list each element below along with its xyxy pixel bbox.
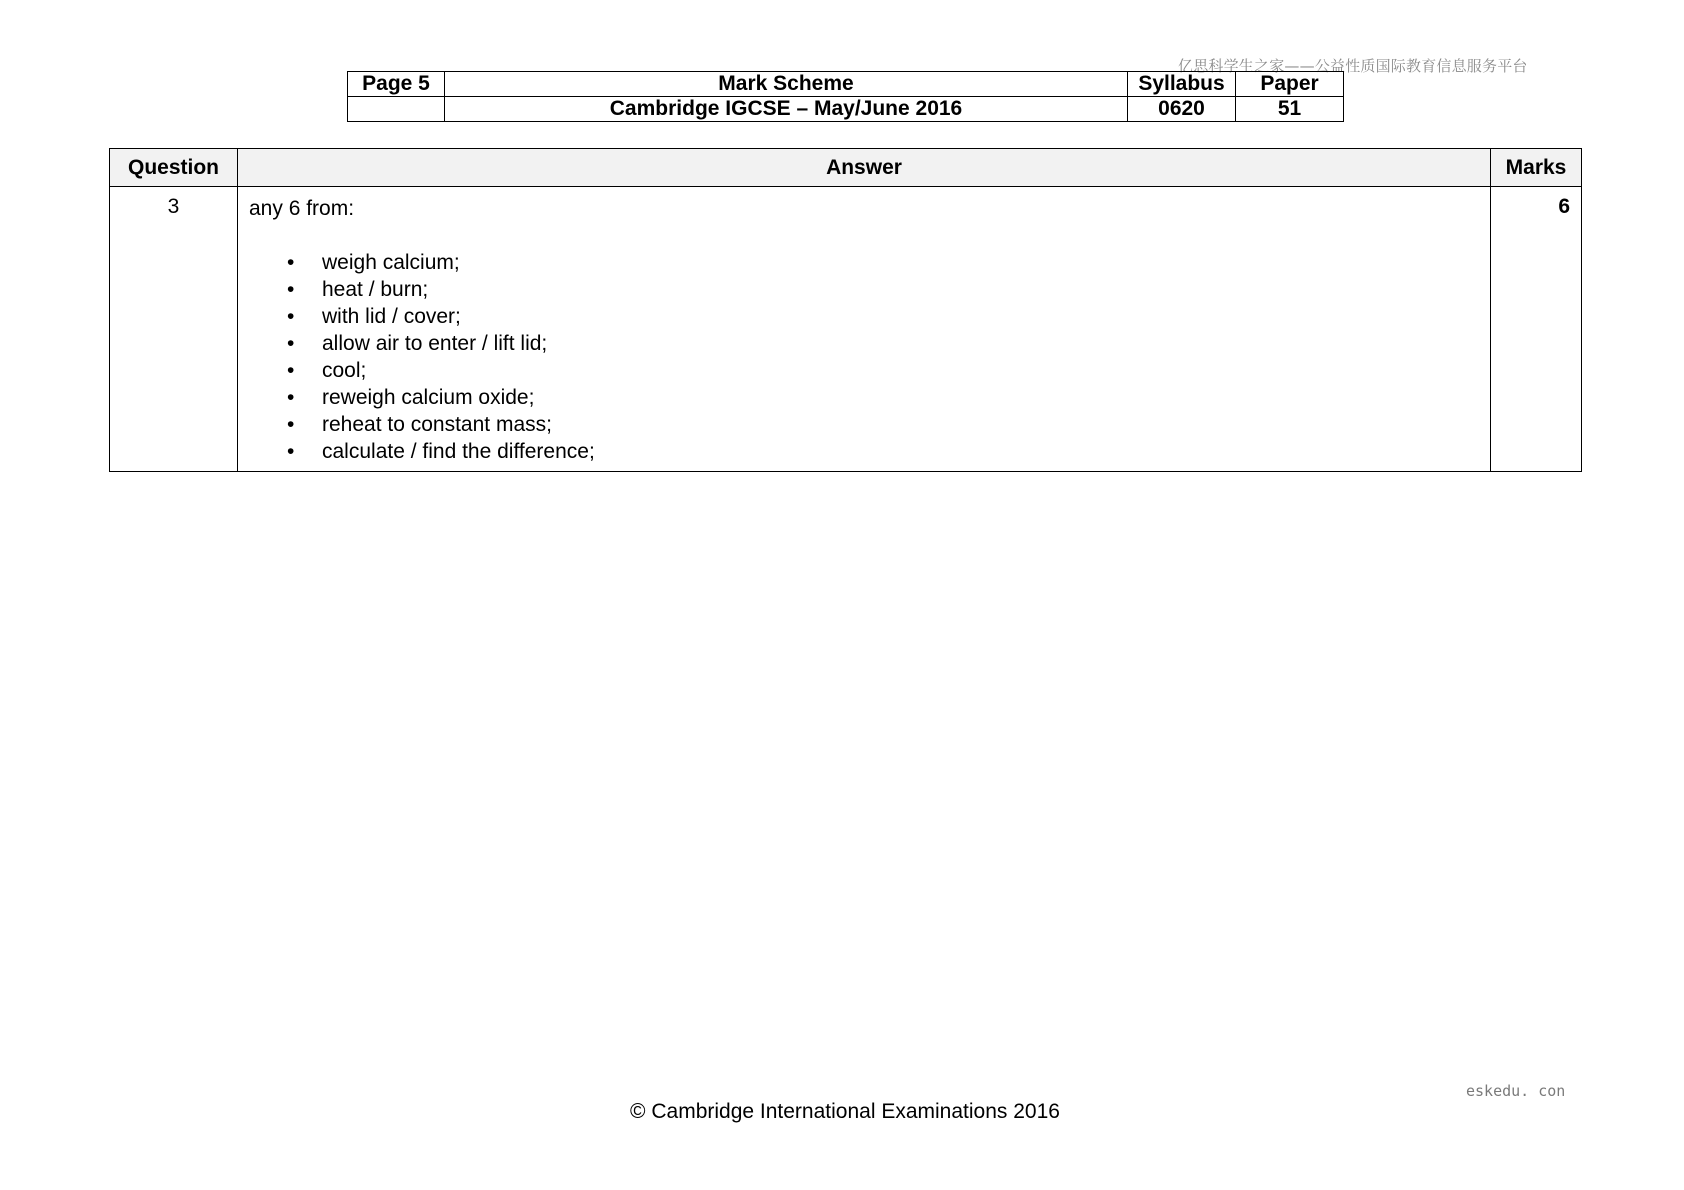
syllabus-label: Syllabus [1128,72,1236,97]
list-item-text: heat / burn; [322,278,429,301]
column-header-question: Question [110,149,238,187]
list-item [249,357,1480,384]
list-item [249,384,1480,411]
list-item [249,276,1480,303]
list-item [249,330,1480,357]
bullet-icon: • [287,440,295,463]
mark-scheme-table [109,148,1582,472]
header-table [347,71,1344,122]
bullet-icon: • [287,359,295,382]
list-item-text: allow air to enter / lift lid; [322,332,548,355]
list-item-text: with lid / cover; [322,305,461,328]
list-item-text: reheat to constant mass; [322,413,552,436]
column-header-answer: Answer [238,149,1491,187]
copyright-footer: © Cambridge International Examinations 2016 [630,1100,1060,1123]
header-row-2 [348,97,1344,122]
syllabus-code: 0620 [1128,97,1236,122]
marks-value: 6 [1491,187,1582,472]
answer-bullet-list [249,249,1480,465]
bullet-icon: • [287,251,295,274]
list-item [249,303,1480,330]
watermark-bottom: eskedu. con [1466,1082,1566,1100]
list-item [249,411,1480,438]
document-title: Mark Scheme [445,72,1128,97]
bullet-icon: • [287,386,295,409]
list-item [249,438,1480,465]
exam-title: Cambridge IGCSE – May/June 2016 [445,97,1128,122]
paper-label: Paper [1236,72,1344,97]
answer-cell [238,187,1491,472]
watermark-top: 亿思科学生之家——公益性质国际教育信息服务平台 [1178,57,1528,75]
bullet-icon: • [287,305,295,328]
list-item-text: cool; [322,359,367,382]
header-row-1 [348,72,1344,97]
column-header-marks: Marks [1491,149,1582,187]
table-row [110,187,1582,472]
bullet-icon: • [287,413,295,436]
bullet-icon: • [287,332,295,355]
list-item-text: calculate / find the difference; [322,440,595,463]
bullet-icon: • [287,278,295,301]
question-number: 3 [110,187,238,472]
page-number: Page 5 [348,72,445,97]
table-header-row [110,149,1582,187]
paper-number: 51 [1236,97,1344,122]
list-item-text: reweigh calcium oxide; [322,386,535,409]
page-blank-cell [348,97,445,122]
list-item-text: weigh calcium; [322,251,460,274]
answer-intro: any 6 from: [249,197,355,220]
list-item [249,249,1480,276]
